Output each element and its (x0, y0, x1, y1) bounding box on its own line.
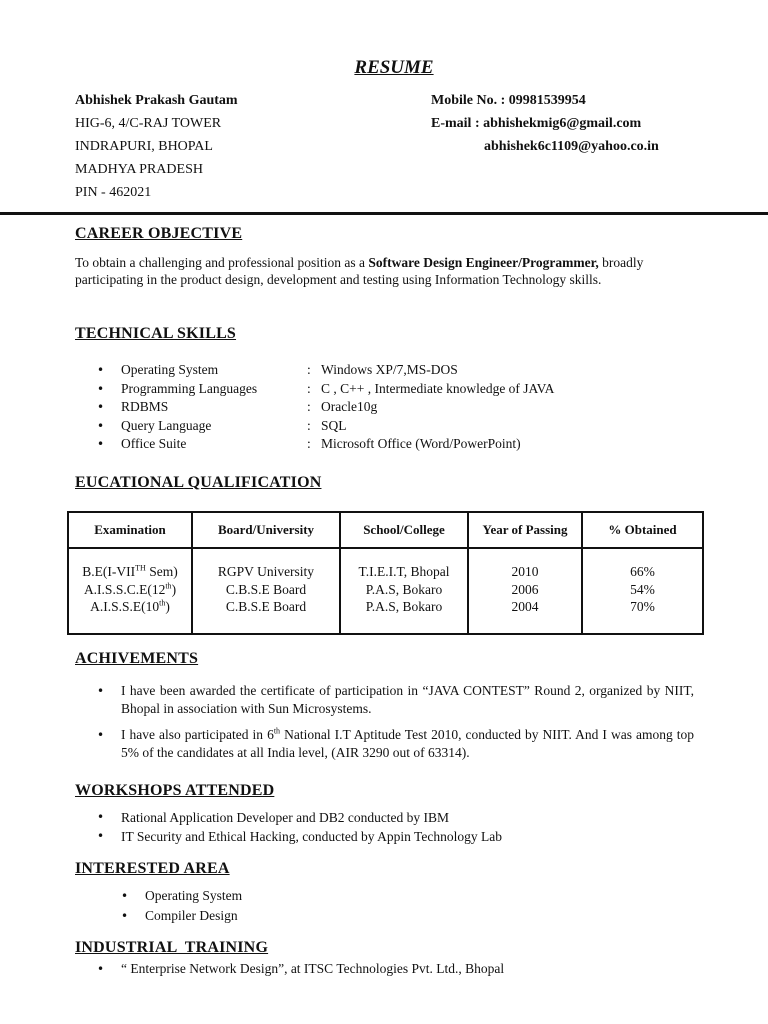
industrial-training-heading (75, 939, 268, 957)
mobile-number: 09981539954 (508, 93, 586, 108)
interested-area-heading: INTERESTED AREA (75, 860, 230, 877)
email-primary: abhishekmig6@gmail.com (483, 116, 642, 131)
education-heading: EUCATIONAL QUALIFICATION (75, 474, 322, 491)
training-list (121, 960, 504, 978)
achievement-text-tail: National I.T Aptitude Test 2010, conducted by NIIT. And I was among top 5% of the candidates at all India level, (AIR 3290 out of 63314). (121, 727, 694, 760)
pin-code: PIN - 462021 (75, 185, 152, 200)
skill-item (121, 380, 554, 399)
header-divider (0, 212, 768, 215)
resume-title: RESUME (354, 57, 434, 78)
exam-text: B.E(I-VII (82, 564, 136, 579)
technical-skills-heading: TECHNICAL SKILLS (75, 325, 237, 342)
school-entry: T.I.E.I.T, Bhopal (358, 564, 450, 579)
exam-tail: ) (171, 581, 177, 597)
skill-item (121, 398, 554, 417)
achievements-list (121, 682, 694, 762)
address-line-3: MADHYA PRADESH (75, 162, 203, 177)
education-table (67, 511, 704, 635)
achievement-sup: th (273, 726, 281, 736)
board-entry: C.B.S.E Board (225, 581, 307, 597)
year-cell (468, 548, 582, 634)
interests-list (145, 886, 242, 926)
percent-entry: 66% (630, 564, 655, 579)
skill-label: RDBMS (121, 399, 169, 414)
exam-tail: Sem) (145, 564, 178, 579)
interest-item: • Operating System (145, 886, 242, 906)
skill-label: Query Language (121, 417, 212, 433)
column-header: Examination (68, 512, 192, 548)
board-entry: C.B.S.E Board (225, 599, 307, 614)
mobile-label: Mobile No. : (431, 93, 506, 108)
exam-sup: TH (135, 563, 146, 573)
career-objective-heading: CAREER OBJECTIVE (75, 225, 243, 242)
column-header: School/College (340, 512, 468, 548)
training-item: • “ Enterprise Network Design”, at ITSC Technologies Pvt. Ltd., Bhopal (121, 960, 504, 978)
skill-colon: : (307, 362, 311, 377)
skills-list (121, 361, 554, 454)
skill-item (121, 435, 554, 454)
exam-tail: ) (165, 599, 170, 614)
skill-colon: : (307, 380, 311, 396)
skill-value: Windows XP/7,MS-DOS (321, 362, 458, 377)
interest-item: • Compiler Design (145, 906, 242, 926)
workshop-item: • IT Security and Ethical Hacking, conducted by Appin Technology Lab (121, 827, 502, 846)
email-secondary: abhishek6c1109@yahoo.co.in (484, 139, 659, 154)
column-header: % Obtained (582, 512, 703, 548)
exam-text: A.I.S.S.C.E(12 (83, 581, 166, 597)
email-label: E-mail : (431, 116, 480, 131)
career-text-pre: To obtain a challenging and professional position as a (75, 255, 369, 270)
percent-entry: 70% (630, 599, 655, 614)
skill-label: Programming Languages (121, 380, 258, 396)
achievement-text: I have also participated in 6 (121, 727, 274, 742)
skill-colon: : (307, 436, 311, 451)
email-line (431, 112, 641, 135)
training-heading-text: INDUSTRIAL TRAINING (75, 939, 269, 956)
skill-value: Microsoft Office (Word/PowerPoint) (321, 436, 521, 451)
workshops-list (121, 808, 502, 846)
contact-block (75, 89, 238, 204)
column-header: Year of Passing (468, 512, 582, 548)
table-header-row (68, 512, 703, 548)
skill-value: C , C++ , Intermediate knowledge of JAVA (321, 380, 555, 396)
career-text-post: broadly participating in the product design, development and testing using Information Technology skills. (75, 255, 644, 287)
skill-colon: : (307, 417, 311, 433)
address-line-1: HIG-6, 4/C-RAJ TOWER (75, 116, 222, 131)
career-objective-text (75, 254, 695, 288)
board-cell (192, 548, 340, 634)
exam-text: A.I.S.S.E(10 (90, 599, 160, 614)
candidate-name: Abhishek Prakash Gautam (75, 93, 238, 108)
table-row (68, 548, 703, 634)
workshops-heading: WORKSHOPS ATTENDED (75, 782, 275, 799)
skill-item (121, 417, 554, 436)
percent-entry: 54% (630, 581, 655, 597)
school-entry: P.A.S, Bokaro (365, 599, 443, 614)
skill-label: Operating System (121, 362, 219, 377)
skill-item (121, 361, 554, 380)
exam-entry (69, 598, 191, 616)
skill-colon: : (307, 399, 311, 414)
year-entry: 2004 (511, 599, 539, 614)
year-entry: 2010 (511, 564, 539, 579)
percent-cell (582, 548, 703, 634)
exam-cell (68, 548, 192, 634)
address-line-2: INDRAPURI, BHOPAL (75, 139, 213, 154)
mobile-line (431, 89, 586, 112)
school-cell (340, 548, 468, 634)
workshop-item: • Rational Application Developer and DB2 conducted by IBM (121, 808, 502, 827)
skill-value: Oracle10g (321, 399, 378, 414)
exam-entry (69, 563, 191, 581)
skill-value: SQL (321, 417, 347, 433)
school-entry: P.A.S, Bokaro (365, 581, 443, 597)
column-header: Board/University (192, 512, 340, 548)
achievements-heading: ACHIVEMENTS (75, 650, 199, 667)
career-target-role: Software Design Engineer/Programmer, (368, 255, 599, 270)
skill-label: Office Suite (121, 436, 187, 451)
year-entry: 2006 (511, 581, 539, 597)
board-entry: RGPV University (217, 564, 315, 579)
exam-sup: th (159, 598, 166, 608)
exam-entry (69, 581, 191, 599)
achievement-item: • I have been awarded the certificate of participation in “JAVA CONTEST” Round 2, organized by NIIT, Bhopal in association with Sun Microsystems. (121, 682, 694, 718)
achievement-item (121, 726, 694, 762)
exam-sup: th (165, 581, 172, 590)
